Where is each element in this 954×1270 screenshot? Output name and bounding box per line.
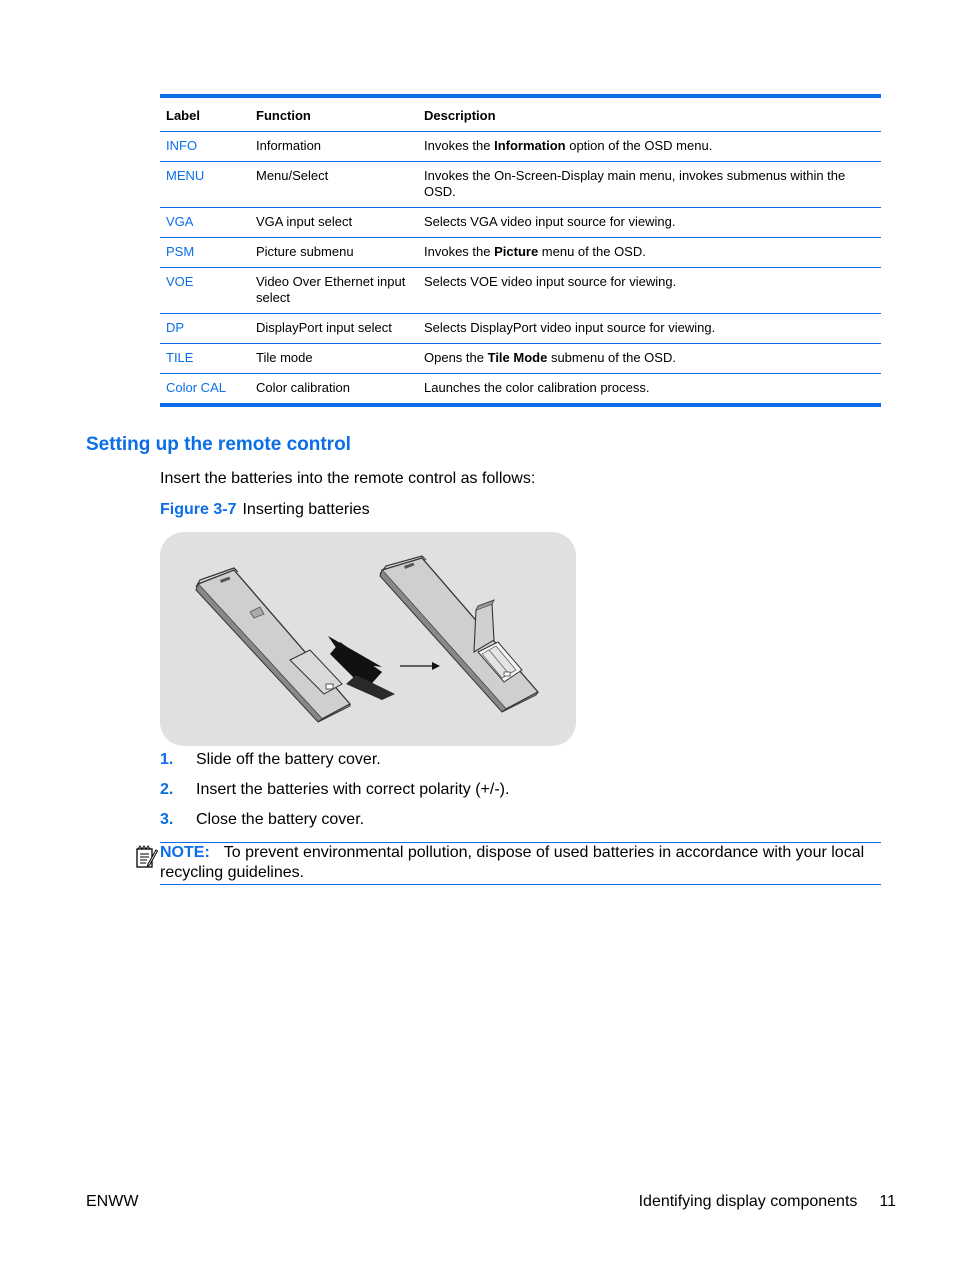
- cell-function: Picture submenu: [256, 244, 354, 259]
- cell-label: VGA: [166, 214, 194, 229]
- figure-number: Figure 3-7: [160, 501, 237, 518]
- step-number: 3.: [160, 811, 174, 828]
- header-function: Function: [256, 108, 311, 123]
- cell-description: [424, 344, 881, 373]
- note-label: NOTE:: [160, 844, 210, 861]
- step-item: [160, 780, 509, 810]
- description-text: Launches the color calibration process.: [424, 380, 650, 395]
- cell-label: INFO: [166, 138, 198, 153]
- table-row: [160, 344, 881, 374]
- table-row: [160, 238, 881, 268]
- table-row: [160, 162, 881, 208]
- description-text: Invokes the On-Screen-Display main menu, invokes submenus within the OSD.: [424, 168, 846, 199]
- description-text: Selects DisplayPort video input source for viewing.: [424, 320, 716, 335]
- remote-right: [380, 556, 538, 712]
- note-icon: [134, 845, 158, 869]
- note-text: To prevent environmental pollution, dispose of used batteries in accordance with your local recycling guidelines.: [160, 844, 865, 881]
- footer-chapter: Identifying display components: [638, 1193, 858, 1210]
- step-text: Insert the batteries with correct polarity (+/-).: [196, 781, 510, 798]
- cell-function: VGA input select: [256, 214, 353, 229]
- description-text: Invokes the: [424, 244, 495, 259]
- cell-label: Color CAL: [166, 380, 226, 395]
- buttons-table: [160, 94, 881, 407]
- cell-function: Color calibration: [256, 380, 350, 395]
- step-number: 1.: [160, 751, 174, 768]
- table-header: [160, 98, 881, 132]
- description-text: Invokes the: [424, 138, 495, 153]
- battery-figure: [160, 532, 576, 746]
- cell-description: [424, 162, 881, 207]
- description-text-end: option of the OSD menu.: [565, 138, 713, 153]
- cell-label: VOE: [166, 274, 194, 289]
- cell-description: [424, 314, 881, 343]
- step-item: [160, 810, 509, 840]
- step-text: Slide off the battery cover.: [196, 751, 381, 768]
- step-text: Close the battery cover.: [196, 811, 365, 828]
- table-row: [160, 374, 881, 403]
- steps-list: [160, 750, 509, 840]
- step-number: 2.: [160, 781, 174, 798]
- cell-function: Information: [256, 138, 322, 153]
- cell-description: [424, 238, 881, 267]
- remote-illustration: [160, 532, 576, 746]
- cell-description: [424, 132, 881, 161]
- description-bold: Tile Mode: [487, 350, 548, 365]
- description-bold: Information: [494, 138, 566, 153]
- description-text-end: submenu of the OSD.: [547, 350, 676, 365]
- footer-left: ENWW: [86, 1193, 139, 1210]
- cell-function: DisplayPort input select: [256, 320, 392, 335]
- header-description: Description: [424, 108, 496, 123]
- cell-function: Menu/Select: [256, 168, 329, 183]
- table-row: [160, 268, 881, 314]
- description-text: Selects VOE video input source for viewing.: [424, 274, 677, 289]
- cell-label: TILE: [166, 350, 194, 365]
- page-number: 11: [879, 1193, 896, 1210]
- cell-function: Tile mode: [256, 350, 313, 365]
- description-bold: Picture: [494, 244, 539, 259]
- remote-left: [196, 568, 350, 722]
- small-arrow-icon: [400, 662, 440, 670]
- table-row: [160, 132, 881, 162]
- cell-label: MENU: [166, 168, 205, 183]
- description-text: Opens the: [424, 350, 488, 365]
- table-row: [160, 208, 881, 238]
- table-row: [160, 314, 881, 344]
- description-text: Selects VGA video input source for viewing.: [424, 214, 676, 229]
- header-label: Label: [166, 108, 200, 123]
- step-item: [160, 750, 509, 780]
- cell-label: PSM: [166, 244, 195, 259]
- cell-label: DP: [166, 320, 185, 335]
- figure-caption: [160, 501, 370, 519]
- figure-title: Inserting batteries: [242, 501, 370, 518]
- section-title: Setting up the remote control: [86, 434, 351, 455]
- note-box: [160, 842, 881, 885]
- cell-function: Video Over Ethernet input select: [256, 274, 406, 305]
- description-text-end: menu of the OSD.: [538, 244, 646, 259]
- cell-description: [424, 374, 881, 403]
- intro-text: Insert the batteries into the remote control as follows:: [160, 470, 536, 487]
- footer-right: [639, 1193, 896, 1211]
- cell-description: [424, 268, 881, 313]
- cell-description: [424, 208, 881, 237]
